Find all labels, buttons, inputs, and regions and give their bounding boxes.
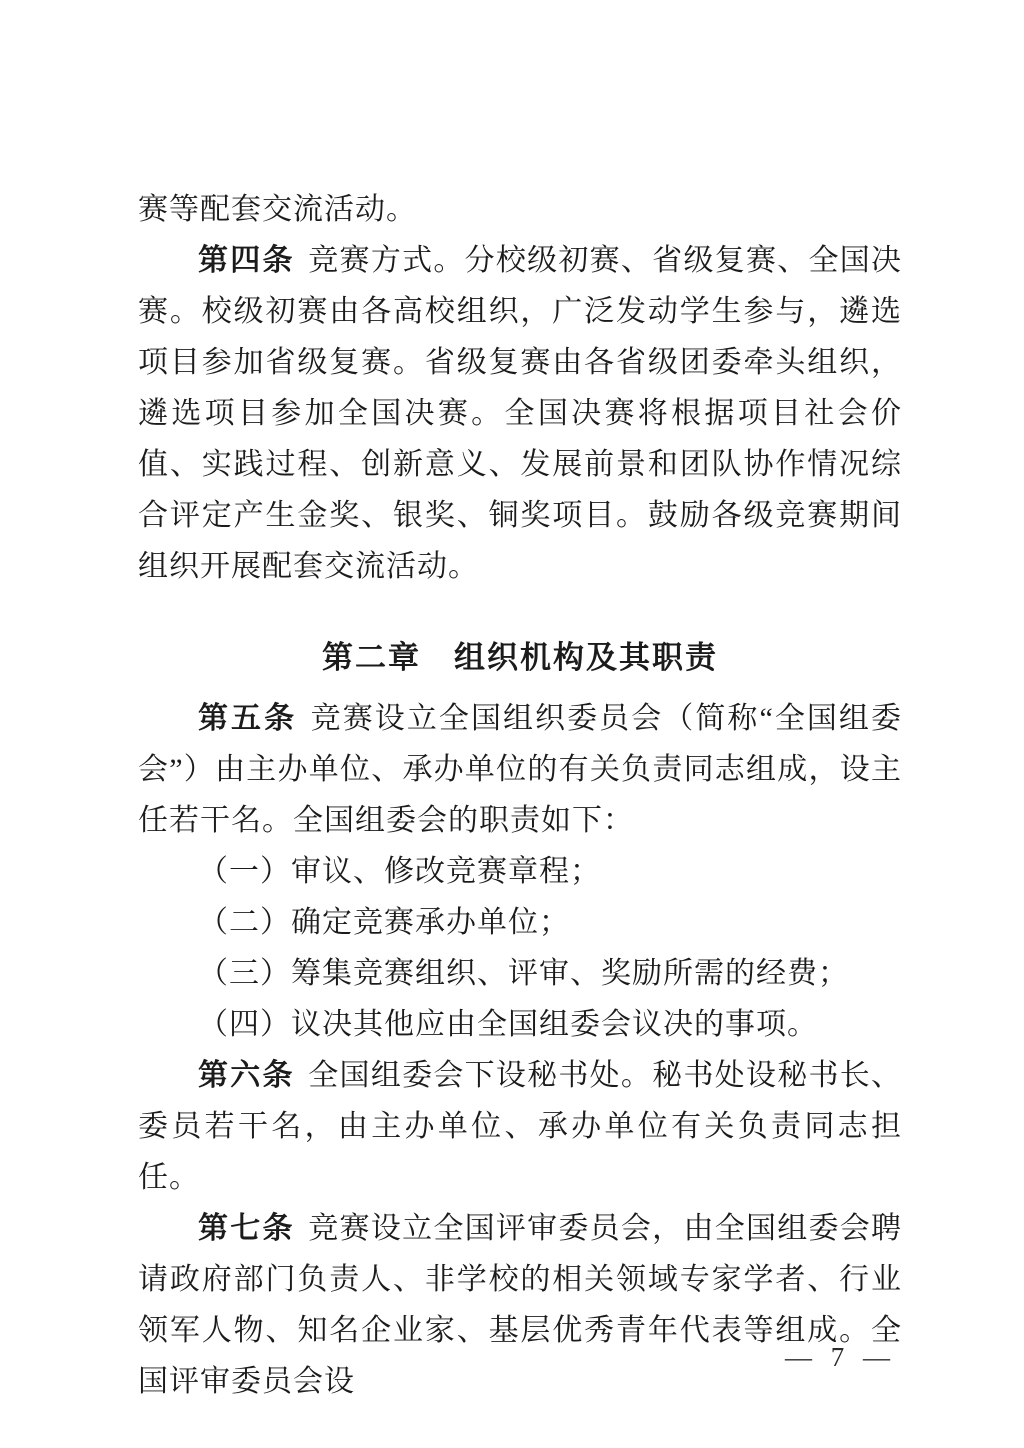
- paragraph: （三）筹集竞赛组织、评审、奖励所需的经费；: [198, 957, 849, 990]
- paragraph: 第五条 竞赛设立全国组织委员会（简称“全国组委会”）由主办单位、承办单位的有关负责同志组成，设主任若干名。全国组委会的职责如下：: [138, 702, 902, 837]
- paragraph: （四）议决其他应由全国组委会议决的事项。: [198, 1008, 818, 1041]
- paragraph: （一）审议、修改竞赛章程；: [198, 855, 601, 888]
- article-number: 第六条: [198, 1059, 295, 1092]
- document-body: [138, 184, 902, 1407]
- paragraph: 赛等配套交流活动。: [138, 193, 417, 226]
- paragraph: （二）确定竞赛承办单位；: [198, 906, 570, 939]
- chapter-heading: 第二章 组织机构及其职责: [322, 640, 718, 675]
- article-number: 第四条: [198, 244, 295, 277]
- paragraph: 第七条 竞赛设立全国评审委员会，由全国组委会聘请政府部门负责人、非学校的相关领域专家学者、行业领军人物、知名企业家、基层优秀青年代表等组成。全国评审委员会设: [138, 1212, 903, 1398]
- article-number: 第五条: [198, 702, 298, 735]
- article-number: 第七条: [198, 1212, 295, 1245]
- paragraph: 第六条 全国组委会下设秘书处。秘书处设秘书长、委员若干名，由主办单位、承办单位有关负责同志担任。: [138, 1059, 903, 1194]
- page-number: — 7 —: [785, 1342, 896, 1372]
- paragraph: 第四条 竞赛方式。分校级初赛、省级复赛、全国决赛。校级初赛由各高校组织，广泛发动学生参与，遴选项目参加省级复赛。省级复赛由各省级团委牵头组织，遴选项目参加全国决赛。全国决赛将根据项目社会价值、实践过程、创新意义、发展前景和团队协作情况综合评定产生金奖、银奖、铜奖项目。鼓励各级竞赛期间组织开展配套交流活动。: [138, 244, 903, 583]
